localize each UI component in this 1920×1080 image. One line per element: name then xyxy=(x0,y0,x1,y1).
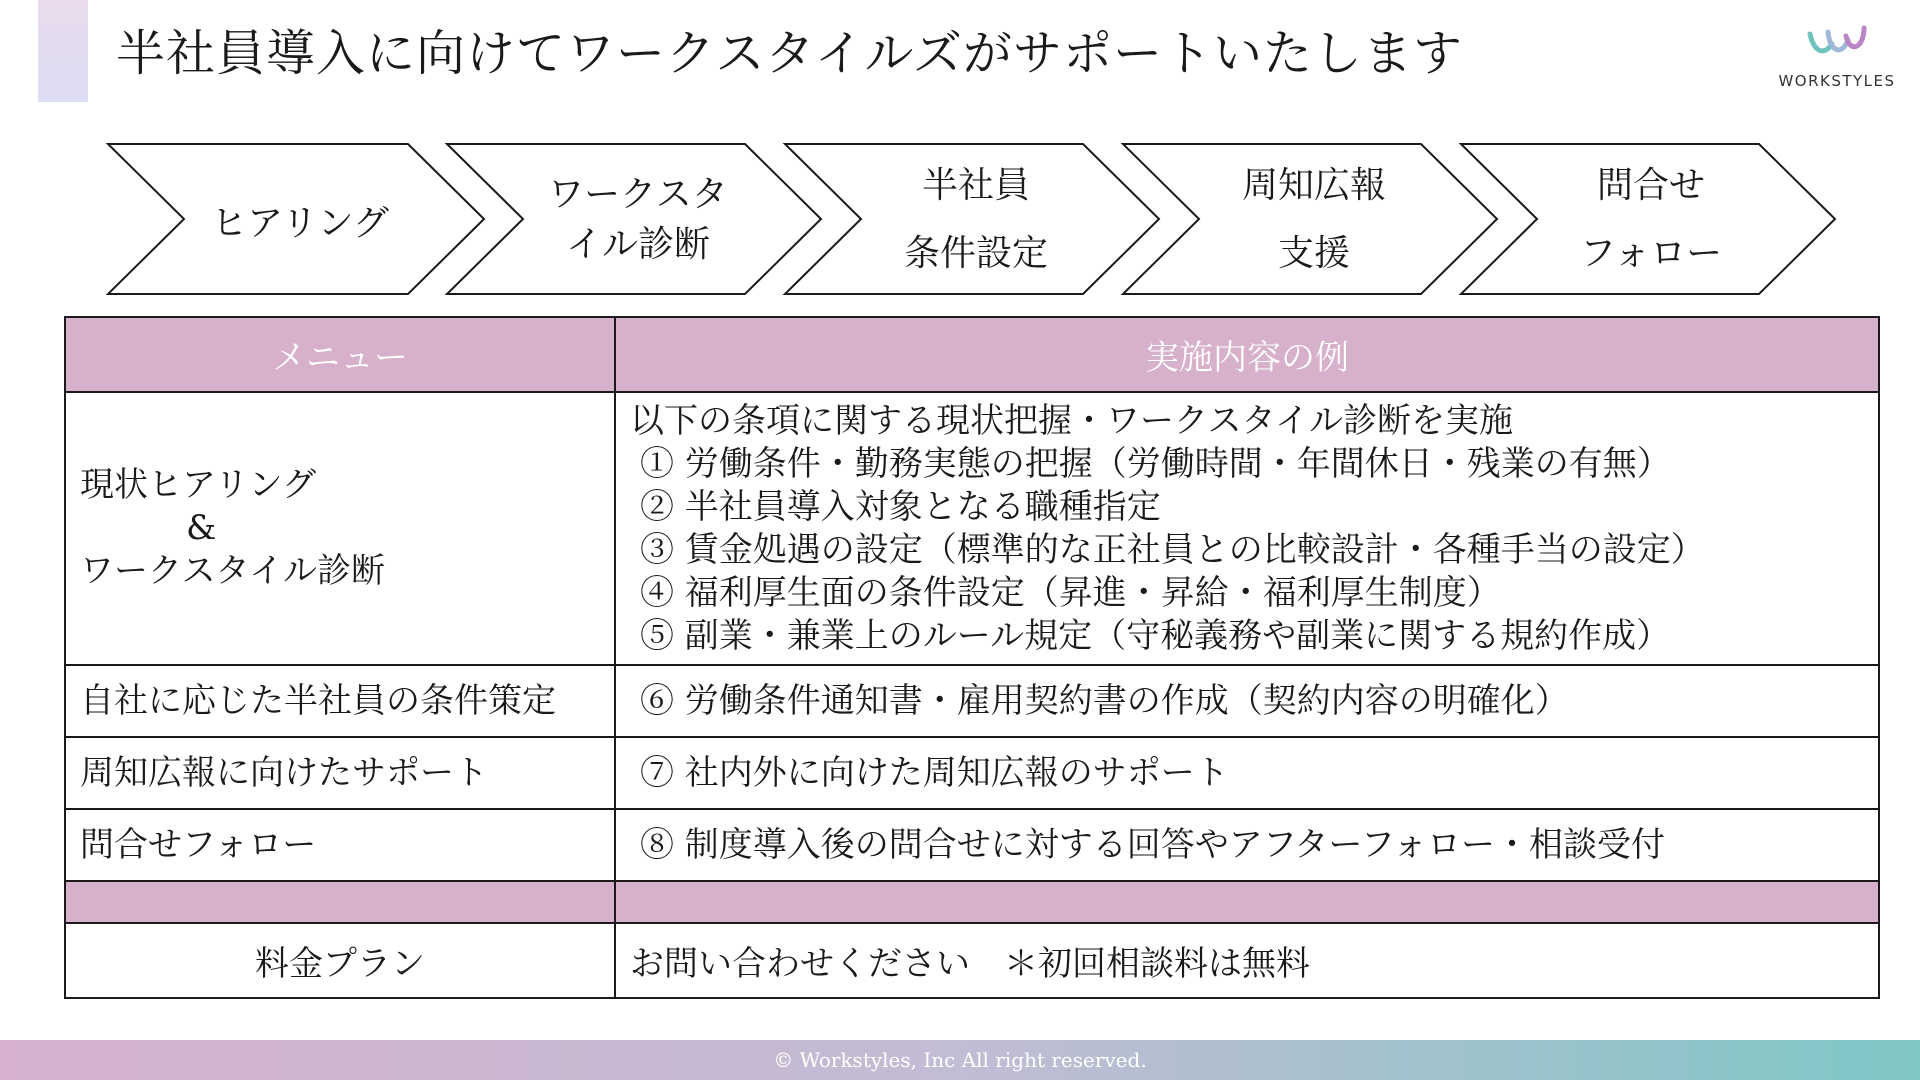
price-value: お問い合わせください ＊初回相談料は無料 xyxy=(615,923,1879,998)
menu-cell xyxy=(65,665,615,737)
menu-cell xyxy=(65,809,615,881)
detail-item: ⑥ 労働条件通知書・雇用契約書の作成（契約内容の明確化） xyxy=(640,680,1569,721)
flow-step-label-line2: 支援 xyxy=(1277,233,1350,274)
flow-step-label-line1: ワークスタ xyxy=(548,174,728,215)
flow-step-label-line2: 条件設定 xyxy=(903,233,1048,274)
detail-item: ① 労働条件・勤務実態の把握（労働時間・年間休日・残業の有無） xyxy=(640,443,1671,484)
table-row xyxy=(65,392,1879,665)
flow-step-follow-up xyxy=(1541,140,1761,300)
spacer-cell xyxy=(615,881,1879,923)
flow-step-label-line1: 半社員 xyxy=(921,165,1030,206)
menu-line: 自社に応じた半社員の条件策定 xyxy=(80,680,556,721)
column-header-details: 実施内容の例 xyxy=(615,317,1879,392)
menu-cell xyxy=(65,737,615,809)
flow-step-label-line2: イル診断 xyxy=(565,224,710,265)
menu-line: & xyxy=(186,508,217,548)
page-title: 半社員導入に向けてワークスタイルズがサポートいたします xyxy=(116,25,1464,82)
table-row xyxy=(65,809,1879,881)
flow-step-publicity xyxy=(1204,140,1424,300)
detail-item: ② 半社員導入対象となる職種指定 xyxy=(640,486,1161,527)
logo-wordmark: WORKSTYLES xyxy=(1778,72,1896,90)
detail-item: ⑧ 制度導入後の問合せに対する回答やアフターフォロー・相談受付 xyxy=(640,824,1666,865)
table-spacer-row xyxy=(65,881,1879,923)
copyright-text: © Workstyles, Inc All right reserved. xyxy=(773,1048,1147,1072)
column-header-menu: メニュー xyxy=(65,317,615,392)
detail-item: ③ 賃金処遇の設定（標準的な正社員との比較設計・各種手当の設定） xyxy=(640,529,1705,570)
price-label: 料金プラン xyxy=(65,923,615,998)
spacer-cell xyxy=(65,881,615,923)
detail-cell xyxy=(615,392,1879,665)
flow-step-diagnosis xyxy=(528,140,748,300)
flow-step-label-line2: フォロー xyxy=(1579,233,1723,274)
company-logo xyxy=(1770,22,1904,92)
flow-step-label-line1: 問合せ xyxy=(1596,165,1705,206)
menu-line: 周知広報に向けたサポート xyxy=(80,752,488,793)
detail-intro: 以下の条項に関する現状把握・ワークスタイル診断を実施 xyxy=(630,400,1513,441)
price-row xyxy=(65,923,1879,998)
detail-item: ⑦ 社内外に向けた周知広報のサポート xyxy=(640,752,1229,793)
menu-line: ワークスタイル診断 xyxy=(80,551,385,591)
menu-cell xyxy=(65,392,615,665)
workstyles-logo-icon xyxy=(1806,22,1868,68)
footer-bar xyxy=(0,1040,1920,1080)
detail-cell xyxy=(615,737,1879,809)
flow-step-label-line1: 周知広報 xyxy=(1241,165,1386,206)
table-row xyxy=(65,737,1879,809)
title-accent-bar xyxy=(38,0,88,102)
menu-line: 問合せフォロー xyxy=(80,824,317,865)
table-header-row xyxy=(65,317,1879,392)
detail-item: ④ 福利厚生面の条件設定（昇進・昇給・福利厚生制度） xyxy=(640,572,1501,613)
detail-item: ⑤ 副業・兼業上のルール規定（守秘義務や副業に関する規約作成） xyxy=(640,615,1671,656)
detail-cell xyxy=(615,809,1879,881)
flow-step-hearing xyxy=(190,140,410,300)
detail-cell xyxy=(615,665,1879,737)
flow-step-conditions xyxy=(866,140,1086,300)
menu-line: 現状ヒアリング xyxy=(80,465,316,505)
flow-step-label: ヒアリング xyxy=(211,202,389,244)
service-menu-table xyxy=(64,316,1880,999)
table-row xyxy=(65,665,1879,737)
